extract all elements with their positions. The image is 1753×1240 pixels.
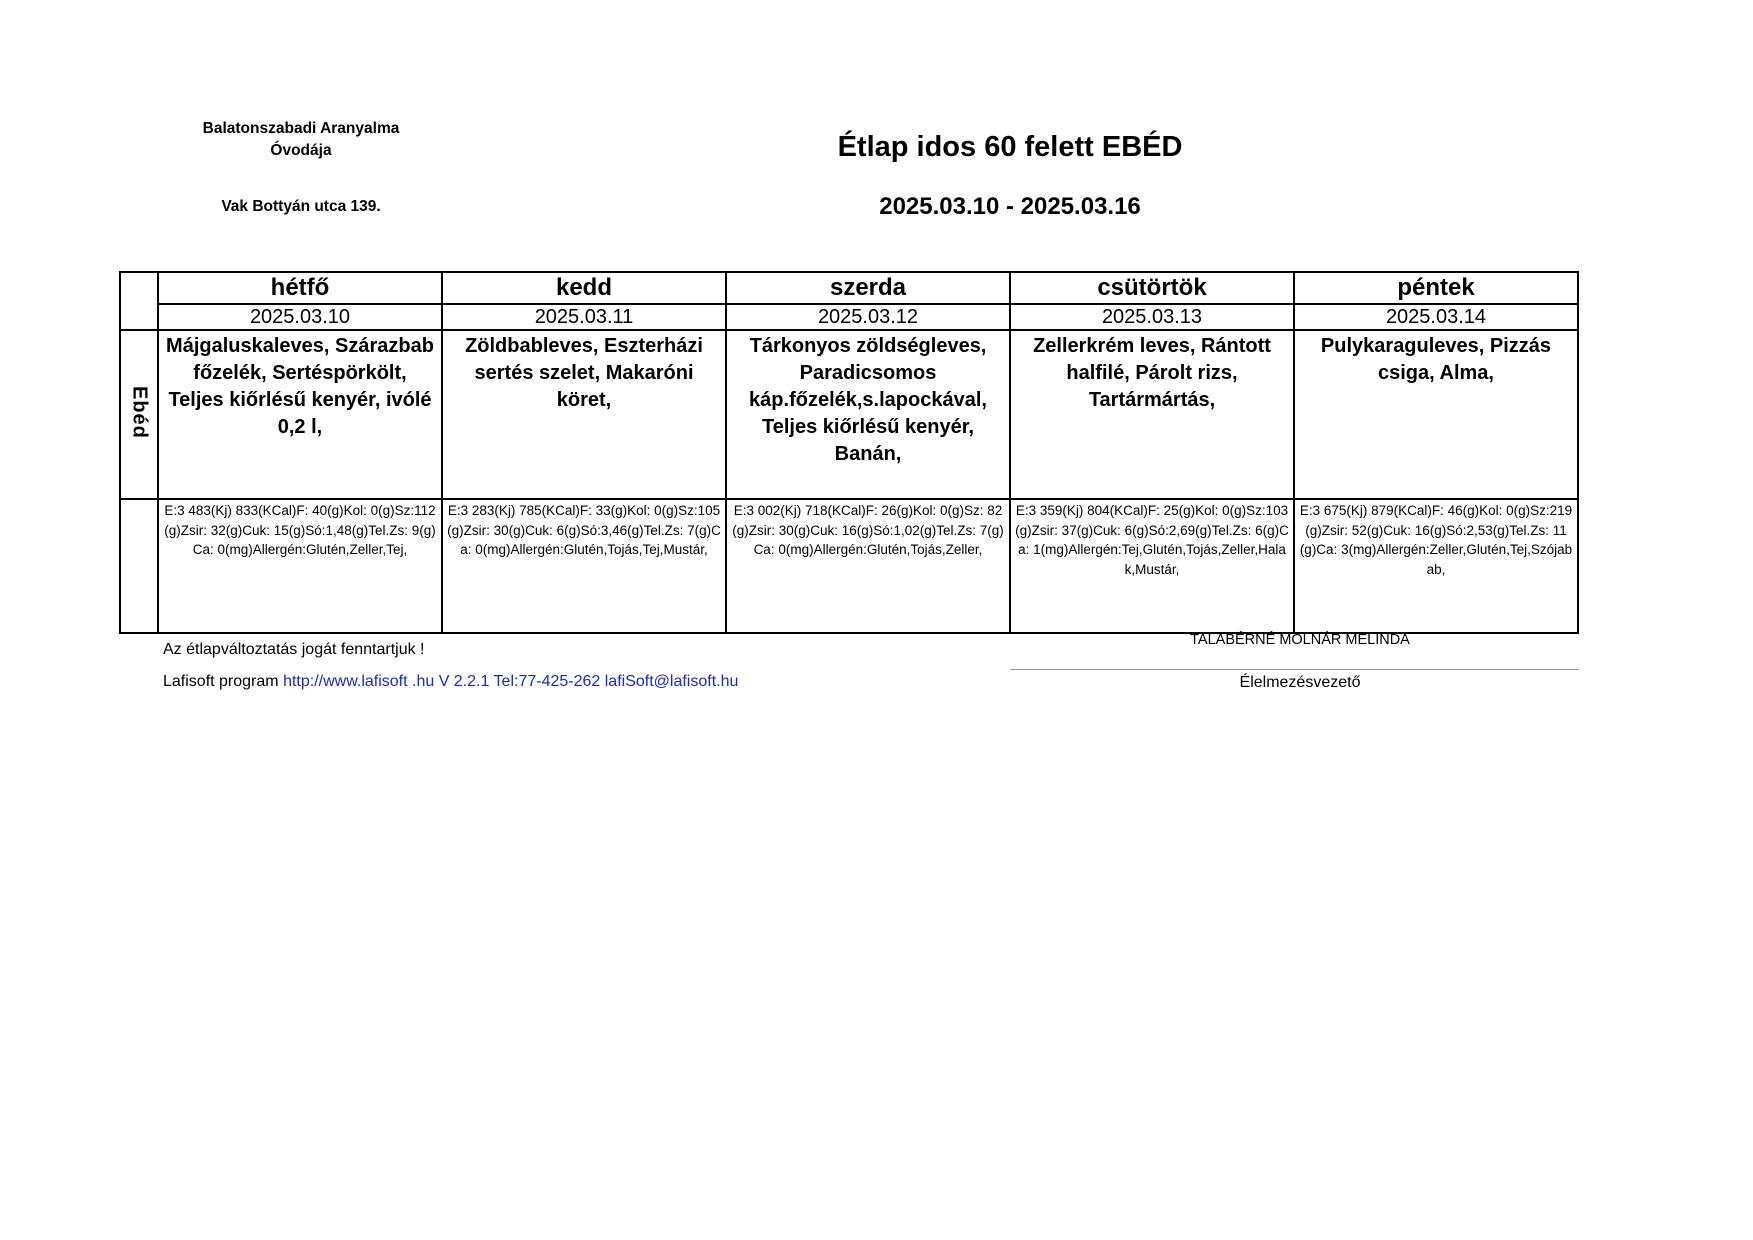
organization-name-line1: Balatonszabadi Aranyalma [202,120,400,137]
software-credit-prefix: Lafisoft program [163,673,279,690]
corner-cell [120,272,158,330]
nutrition-friday: E:3 675(Kj) 879(KCal)F: 46(g)Kol: 0(g)Sz:219(g)Zsir: 52(g)Cuk: 16(g)Só:2,53(g)Tel.Zs: 11(g)Ca: 3(mg)Allergén:Zeller,Glutén,Tej,Szójabab, [1294,499,1578,633]
menu-friday: Pulykaraguleves, Pizzás csiga, Alma, [1294,330,1578,499]
software-credit [163,673,738,691]
date-tuesday: 2025.03.11 [442,304,726,330]
date-range: 2025.03.10 - 2025.03.16 [879,193,1141,220]
day-name-monday: hétfő [158,272,442,304]
day-name-wednesday: szerda [726,272,1010,304]
day-header-row [120,272,1578,304]
nutrition-label-cell [120,499,158,633]
date-wednesday: 2025.03.12 [726,304,1010,330]
nutrition-monday: E:3 483(Kj) 833(KCal)F: 40(g)Kol: 0(g)Sz:112(g)Zsir: 32(g)Cuk: 15(g)Só:1,48(g)Tel.Zs: 9(g)Ca: 0(mg)Allergén:Glutén,Zeller,Tej, [158,499,442,633]
signature-line [1010,669,1579,670]
nutrition-wednesday: E:3 002(Kj) 718(KCal)F: 26(g)Kol: 0(g)Sz: 82(g)Zsir: 30(g)Cuk: 16(g)Só:1,02(g)Tel.Zs: 7(g)Ca: 0(mg)Allergén:Glutén,Tojás,Zeller, [726,499,1010,633]
date-thursday: 2025.03.13 [1010,304,1294,330]
lunch-menu-row [120,330,1578,499]
weekly-menu-table [119,271,1579,634]
menu-wednesday: Tárkonyos zöldségleves, Paradicsomos káp.főzelék,s.lapockával, Teljes kiőrlésű kenyér, Banán, [726,330,1010,499]
menu-tuesday: Zöldbableves, Eszterházi sertés szelet, Makaróni köret, [442,330,726,499]
date-monday: 2025.03.10 [158,304,442,330]
manager-role: Élelmezésvezető [1239,674,1361,691]
nutrition-tuesday: E:3 283(Kj) 785(KCal)F: 33(g)Kol: 0(g)Sz:105(g)Zsir: 30(g)Cuk: 6(g)Só:3,46(g)Tel.Zs: 7(g)Ca: 0(mg)Allergén:Glutén,Tojás,Tej,Mustár, [442,499,726,633]
nutrition-row [120,499,1578,633]
day-name-thursday: csütörtök [1010,272,1294,304]
nutrition-thursday: E:3 359(Kj) 804(KCal)F: 25(g)Kol: 0(g)Sz:103(g)Zsir: 37(g)Cuk: 6(g)Só:2,69(g)Tel.Zs: 6(g)Ca: 1(mg)Allergén:Tej,Glutén,Tojás,Zeller,Halak,Mustár, [1010,499,1294,633]
meal-label-cell [120,330,158,499]
organization-name-line2: Óvodája [270,142,332,159]
menu-monday: Májgaluskaleves, Szárazbab főzelék, Sertéspörkölt, Teljes kiőrlésű kenyér, ivólé 0,2 l, [158,330,442,499]
organization-name [176,118,426,162]
date-friday: 2025.03.14 [1294,304,1578,330]
meal-label: Ebéd [128,385,151,439]
manager-name: TALABÉRNÉ MOLNÁR MELINDA [1190,632,1410,648]
day-name-friday: péntek [1294,272,1578,304]
disclaimer-text: Az étlapváltoztatás jogát fenntartjuk ! [163,641,425,658]
page-title: Étlap idos 60 felett EBÉD [837,131,1183,163]
date-row [120,304,1578,330]
software-credit-link[interactable]: http://www.lafisoft .hu V 2.2.1 Tel:77-425-262 lafiSoft@lafisoft.hu [283,673,739,690]
organization-address: Vak Bottyán utca 139. [221,198,381,215]
day-name-tuesday: kedd [442,272,726,304]
menu-thursday: Zellerkrém leves, Rántott halfilé, Párolt rizs, Tartármártás, [1010,330,1294,499]
